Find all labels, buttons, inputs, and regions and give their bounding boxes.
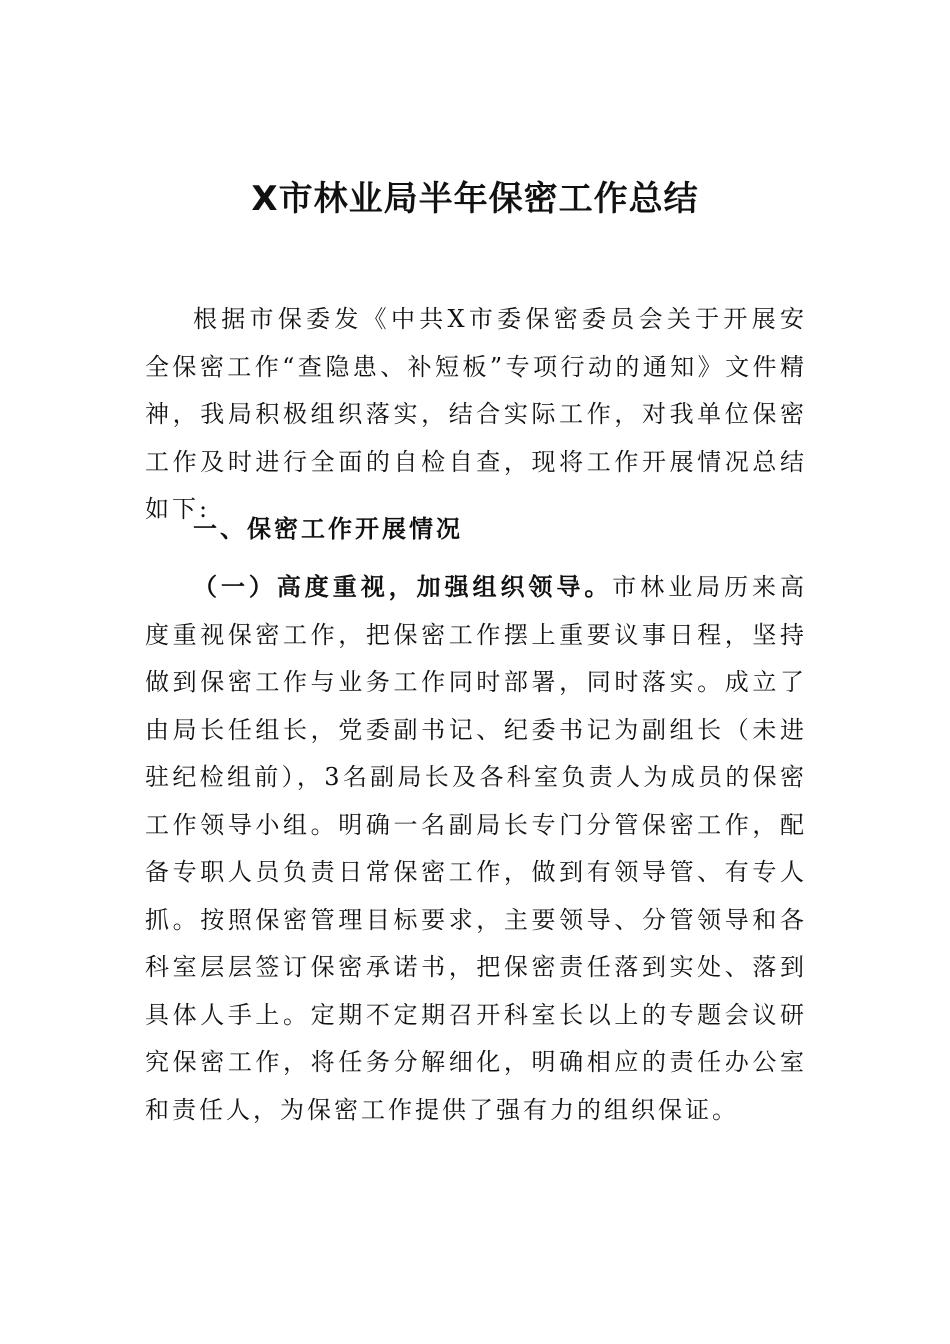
subsection-text: 市林业局历来高度重视保密工作，把保密工作摆上重要议事日程，坚持做到保密工作与业务工作同时部署，同时落实。成立了由局长任组长，党委副书记、纪委书记为副组长（未进驻纪检组前），3名副局长及各科室负责人为成员的保密工作领导小组。明确一名副局长专门分管保密工作，配备专职人员负责日常保密工作，做到有领导管、有专人抓。按照保密管理目标要求，主要领导、分管领导和各科室层层签订保密承诺书，把保密责任落到实处、落到具体人手上。定期不定期召开科室长以上的专题会议研究保密工作，将任务分解细化，明确相应的责任办公室和责任人，为保密工作提供了强有力的组织保证。 <box>145 573 808 1124</box>
subsection-paragraph <box>145 564 807 1134</box>
subsection-lead: （一）高度重视，加强组织领导。 <box>193 573 613 601</box>
section-heading: 一、保密工作开展情况 <box>193 515 463 543</box>
intro-paragraph: 根据市保委发《中共X市委保密委员会关于开展安全保密工作“查隐患、补短板”专项行动的通知》文件精神，我局积极组织落实，结合实际工作，对我单位保密工作及时进行全面的自检自查，现将工作开展情况总结如下: <box>145 305 807 523</box>
document-title: X市林业局半年保密工作总结 <box>251 178 699 219</box>
